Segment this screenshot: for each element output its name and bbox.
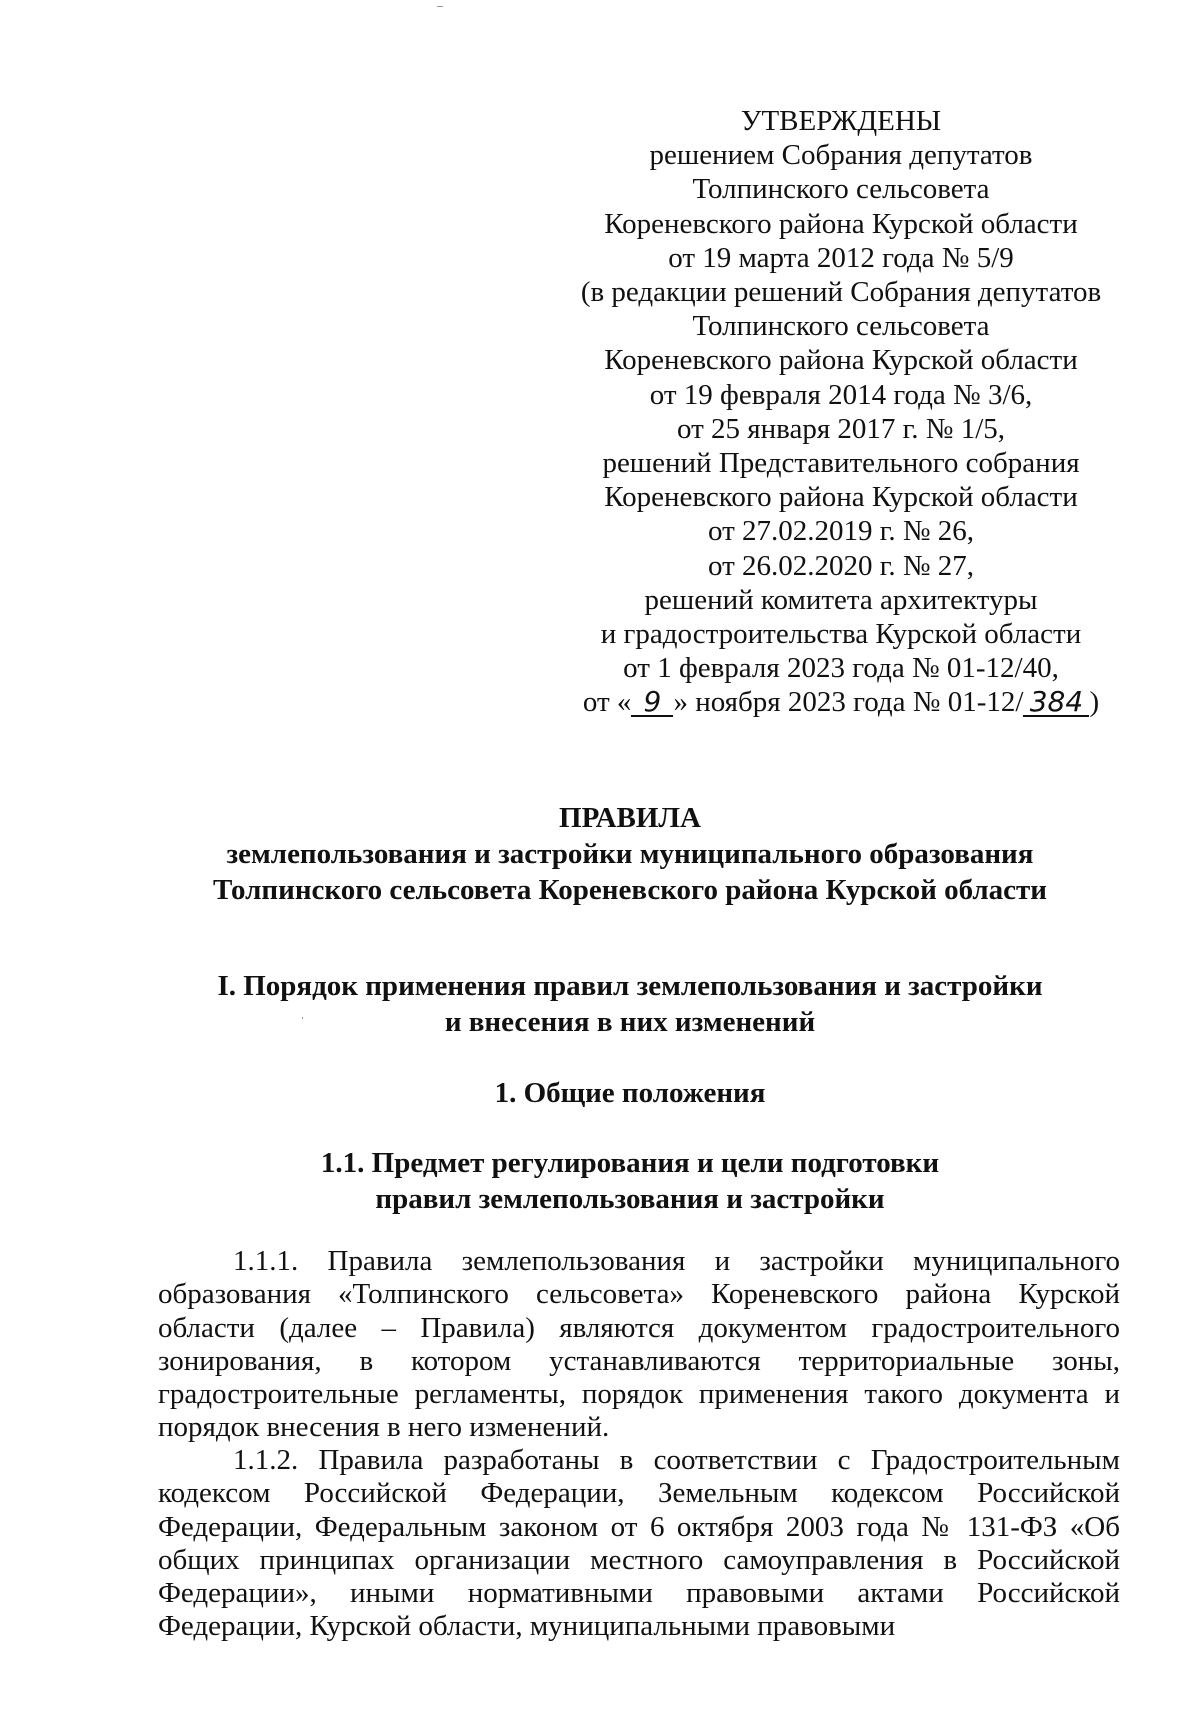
approval-line: от 26.02.2020 г. № 27, <box>707 549 975 582</box>
approval-line: решением Собрания депутатов <box>649 139 1033 172</box>
approval-line: решений Представительного собрания <box>602 447 1080 480</box>
approval-line: от 19 февраля 2014 года № 3/6, <box>649 378 1033 411</box>
chapter-title <box>140 1075 1120 1111</box>
approval-line: от 1 февраля 2023 года № 01-12/40, <box>623 652 1059 685</box>
handwritten-number-fill: 384 <box>1023 689 1089 717</box>
approval-line: решений комитета архитектуры <box>644 583 1038 616</box>
approval-last-suffix: ) <box>1089 686 1100 719</box>
approval-heading: УТВЕРЖДЕНЫ <box>740 105 942 137</box>
handwritten-day-fill: 9 <box>631 689 673 717</box>
approval-line: Кореневского района Курской области <box>604 207 1078 240</box>
approval-last-prefix: от « <box>582 686 632 719</box>
rules-title-word: ПРАВИЛА <box>559 802 701 834</box>
approval-line: Толпинского сельсовета <box>692 173 990 206</box>
section-title-line: I. Порядок применения правил землепользования и застройки <box>217 970 1043 1002</box>
approval-line: Кореневского района Курской области <box>604 481 1078 514</box>
approval-line: от 25 января 2017 г. № 1/5, <box>676 412 1006 445</box>
approval-line: Толпинского сельсовета <box>692 310 990 343</box>
subsection-title-line: 1.1. Предмет регулирования и цели подготовки <box>320 1147 940 1179</box>
paragraph-text: 1.1.2. Правила разработаны в соответствии с Градостроительным кодексом Российской Федерации, Земельным кодексом Российской Федерации, Федеральным законом от 6 октября 2003 года № 131-ФЗ «Об общих принципах организации местного самоуправления в Российской Федерации», иными нормативными правовыми актами Российской Федерации, Курской области, муниципальными правовыми <box>158 1444 1120 1643</box>
approval-line: от 19 марта 2012 года № 5/9 <box>668 241 1014 274</box>
paragraph-1-1-1 <box>158 1245 1120 1445</box>
approval-block <box>556 104 1126 720</box>
subsection-title <box>140 1145 1120 1217</box>
paragraph-text: 1.1.1. Правила землепользования и застройки муниципального образования «Толпинского сельсовета» Кореневского района Курской области (далее – Правила) являются документом градостроительного зонирования, в котором устанавливаются территориальные зоны, градостроительные регламенты, порядок применения такого документа и порядок внесения в него изменений. <box>158 1245 1120 1444</box>
rules-title <box>140 800 1120 908</box>
approval-line: Кореневского района Курской области <box>604 344 1078 377</box>
subsection-title-line: правил землепользования и застройки <box>375 1183 885 1215</box>
approval-line: (в редакции решений Собрания депутатов <box>580 276 1102 309</box>
rules-title-line: землепользования и застройки муниципального образования <box>226 838 1034 870</box>
scan-mark <box>437 6 443 7</box>
approval-line: и градостроительства Курской области <box>600 618 1082 651</box>
section-title <box>140 968 1120 1040</box>
approval-line: от 27.02.2019 г. № 26, <box>707 515 975 548</box>
approval-last-middle: » ноября 2023 года № 01-12/ <box>673 686 1024 719</box>
rules-title-line: Толпинского сельсовета Кореневского района Курской области <box>212 874 1048 906</box>
section-title-line: и внесения в них изменений <box>444 1006 816 1038</box>
chapter-title-text: 1. Общие положения <box>494 1077 766 1109</box>
paragraph-1-1-2 <box>158 1444 1120 1644</box>
approval-last-line <box>556 685 1126 719</box>
